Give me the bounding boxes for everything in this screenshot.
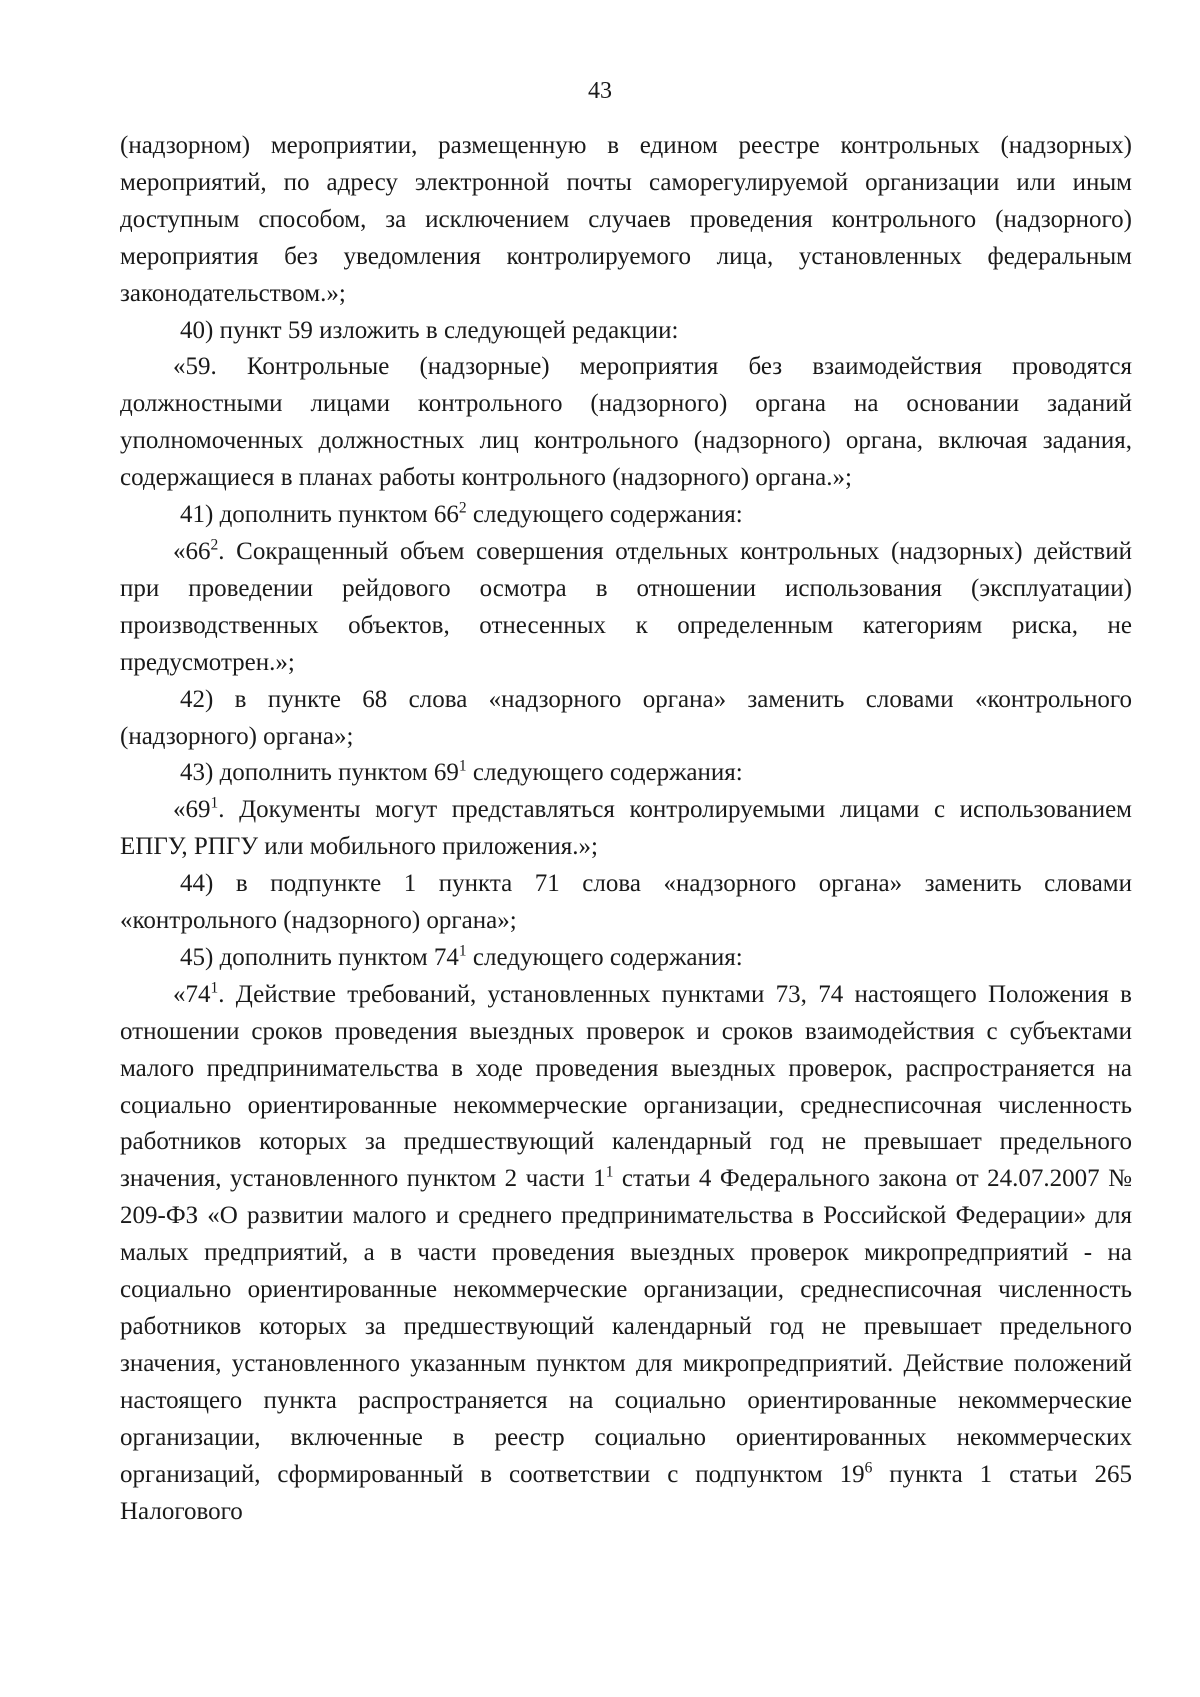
paragraph-text: «69: [173, 796, 211, 824]
paragraph-text: (надзорном) мероприятии, размещенную в едином реестре контрольных (надзорных) мероприятий, по адресу электронной почты саморегулируемой организации или иным доступным способом, за исключением случаев проведения контрольного (надзорного) мероприятия без уведомления контролируемого лица, установленных федеральным законодательством.»;: [120, 132, 1132, 307]
superscript: 1: [458, 758, 467, 776]
document-body: [120, 128, 1132, 1530]
paragraph-item-41: [120, 497, 1132, 534]
paragraph-quote-66-2: [120, 534, 1132, 682]
superscript: 1: [458, 942, 467, 960]
paragraph-item-42: [120, 682, 1132, 756]
paragraph-item-40: [120, 313, 1132, 350]
paragraph-text: «74: [173, 980, 211, 1008]
paragraph-text: следующего содержания:: [466, 943, 743, 971]
paragraph-text: 42) в пункте 68 слова «надзорного органа» заменить словами «контрольного (надзорного) органа»;: [120, 685, 1132, 750]
superscript: 2: [458, 499, 467, 517]
paragraph-text: следующего содержания:: [466, 501, 743, 529]
paragraph-text: 45) дополнить пунктом 74: [180, 943, 459, 971]
paragraph-text: 44) в подпункте 1 пункта 71 слова «надзорного органа» заменить словами «контрольного (надзорного) органа»;: [120, 870, 1132, 935]
paragraph-text: «66: [173, 537, 211, 565]
superscript: 1: [210, 979, 219, 997]
superscript: 2: [210, 536, 219, 554]
paragraph-item-45: [120, 940, 1132, 977]
paragraph-text: пункта 1 статьи 265 Налогового: [120, 1460, 1132, 1525]
paragraph-text: . Действие требований, установленных пунктами 73, 74 настоящего Положения в отношении сроков проведения выездных проверок и сроков взаимодействия с субъектами малого предпринимательства в ходе проведения выездных проверок, распространяется на социально ориентированные некоммерческие организации, среднесписочная численность работников которых за предшествующий календарный год не превышает предельного значения, установленного пунктом 2 части 1: [120, 980, 1132, 1193]
paragraph-item-44: [120, 866, 1132, 940]
paragraph-text: . Сокращенный объем совершения отдельных контрольных (надзорных) действий при проведении рейдового осмотра в отношении использования (эксплуатации) производственных объектов, отнесенных к определенным категориям риска, не предусмотрен.»;: [120, 537, 1132, 676]
paragraph-text: 40) пункт 59 изложить в следующей редакции:: [180, 316, 679, 344]
paragraph-item-43: [120, 755, 1132, 792]
paragraph-text: . Документы могут представляться контролируемыми лицами с использованием ЕПГУ, РПГУ или мобильного приложения.»;: [120, 796, 1132, 861]
superscript: 1: [210, 794, 219, 812]
paragraph-text: 41) дополнить пунктом 66: [180, 501, 459, 529]
paragraph-text: следующего содержания:: [466, 759, 743, 787]
superscript: 6: [864, 1459, 873, 1477]
paragraph-quote-74-1: [120, 977, 1132, 1531]
paragraph-text: 43) дополнить пунктом 69: [180, 759, 459, 787]
paragraph-quote-69-1: [120, 792, 1132, 866]
superscript: 1: [605, 1164, 614, 1182]
paragraph-text: «59. Контрольные (надзорные) мероприятия без взаимодействия проводятся должностными лицами контрольного (надзорного) органа на основании заданий уполномоченных должностных лиц контрольного (надзорного) органа, включая задания, содержащиеся в планах работы контрольного (надзорного) органа.»;: [120, 353, 1132, 492]
page-number: 43: [588, 78, 612, 104]
paragraph-quote-59: [120, 349, 1132, 497]
paragraph-text: статьи 4 Федерального закона от 24.07.2007 № 209-ФЗ «О развитии малого и среднего предпринимательства в Российской Федерации» для малых предприятий, а в части проведения выездных проверок микропредприятий - на социально ориентированные некоммерческие организации, среднесписочная численность работников которых за предшествующий календарный год не превышает предельного значения, установленного указанным пунктом для микропредприятий. Действие положений настоящего пункта распространяется на социально ориентированные некоммерческие организации, включенные в реестр социально ориентированных некоммерческих организаций, сформированный в соответствии с подпунктом 19: [120, 1165, 1132, 1488]
paragraph-continuation: [120, 128, 1132, 313]
